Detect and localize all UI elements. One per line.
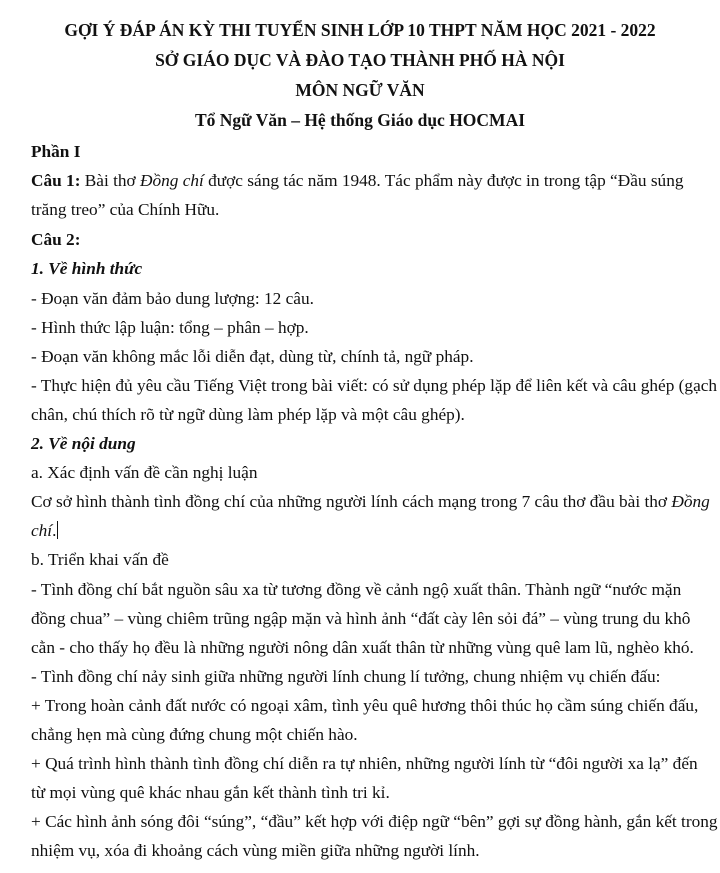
- form-item: - Đoạn văn đảm bảo dung lượng: 12 câu.: [31, 289, 314, 308]
- form-item: - Đoạn văn không mắc lỗi diễn đạt, dùng từ, chính tả, ngữ pháp.: [31, 347, 474, 366]
- issue-statement-end: .: [52, 521, 57, 540]
- sub-heading-b: b. Triển khai vấn đề: [31, 550, 169, 569]
- part-heading: Phần I: [31, 142, 81, 161]
- content-line: từ mọi vùng quê khác nhau gắn kết thành tình tri kỉ.: [31, 783, 390, 802]
- sub-heading-a: a. Xác định vấn đề cần nghị luận: [31, 463, 258, 482]
- question-1-line1: [31, 170, 701, 192]
- issue-statement-line1: [31, 491, 710, 513]
- doc-title-author: Tổ Ngữ Văn – Hệ thống Giáo dục HOCMAI: [194, 110, 526, 130]
- content-line: nhiệm vụ, xóa đi khoảng cách vùng miền giữa những người lính.: [31, 841, 480, 860]
- content-line: - Tình đồng chí nảy sinh giữa những người lính chung lí tưởng, chung nhiệm vụ chiến đấu:: [31, 667, 661, 686]
- content-line: + Quá trình hình thành tình đồng chí diễn ra tự nhiên, những người lính từ “đôi người xa lạ” đến: [31, 754, 698, 773]
- question-2-label: Câu 2:: [31, 230, 81, 249]
- question-1-text-cont: được sáng tác năm 1948. Tác phẩm này được in trong tập “Đầu súng: [203, 171, 684, 190]
- poem-title-part2: chí: [31, 521, 53, 540]
- text-cursor: [57, 521, 58, 539]
- form-item: - Thực hiện đủ yêu cầu Tiếng Việt trong bài viết: có sử dụng phép lặp để liên kết và câu ghép (gạch: [31, 376, 718, 395]
- poem-title: Đồng chí: [140, 171, 204, 190]
- doc-title-line1: GỢI Ý ĐÁP ÁN KỲ THI TUYỂN SINH LỚP 10 THPT NĂM HỌC 2021 - 2022: [64, 20, 656, 40]
- content-line: + Trong hoàn cảnh đất nước có ngoại xâm, tình yêu quê hương thôi thúc họ cầm súng chiến đấu,: [31, 696, 699, 715]
- poem-title-part1: Đồng: [671, 492, 710, 511]
- doc-title-line2: SỞ GIÁO DỤC VÀ ĐÀO TẠO THÀNH PHỐ HÀ NỘI: [155, 50, 565, 70]
- content-line: đồng chua” – vùng chiêm trũng ngập mặn và hình ảnh “đất cày lên sỏi đá” – vùng trung du khô: [31, 609, 691, 628]
- form-item-cont: chân, chú thích rõ từ ngữ dùng làm phép lặp và một câu ghép).: [31, 405, 465, 424]
- content-line: cằn - cho thấy họ đều là những người nông dân xuất thân từ những vùng quê lam lũ, nghèo khó.: [31, 638, 694, 657]
- content-line: chẳng hẹn mà cùng đứng chung một chiến hào.: [31, 725, 358, 744]
- question-1-text: Bài thơ: [80, 171, 140, 190]
- content-line: + Các hình ảnh sóng đôi “súng”, “đầu” kết hợp với điệp ngữ “bên” gợi sự đồng hành, gắn kết trong: [31, 812, 718, 831]
- issue-statement-text: Cơ sở hình thành tình đồng chí của những người lính cách mạng trong 7 câu thơ đầu bài thơ: [31, 492, 672, 511]
- section-content-heading: 2. Về nội dung: [31, 434, 136, 453]
- section-form-heading: 1. Về hình thức: [31, 259, 143, 278]
- question-1-label: Câu 1:: [31, 171, 81, 190]
- content-line: - Tình đồng chí bắt nguồn sâu xa từ tương đồng về cảnh ngộ xuất thân. Thành ngữ “nước mặn: [31, 580, 682, 599]
- form-item: - Hình thức lập luận: tổng – phân – hợp.: [31, 318, 309, 337]
- issue-statement-line2[interactable]: [31, 520, 701, 542]
- doc-title-subject: MÔN NGỮ VĂN: [295, 80, 425, 100]
- question-1-line2: trăng treo” của Chính Hữu.: [31, 200, 220, 219]
